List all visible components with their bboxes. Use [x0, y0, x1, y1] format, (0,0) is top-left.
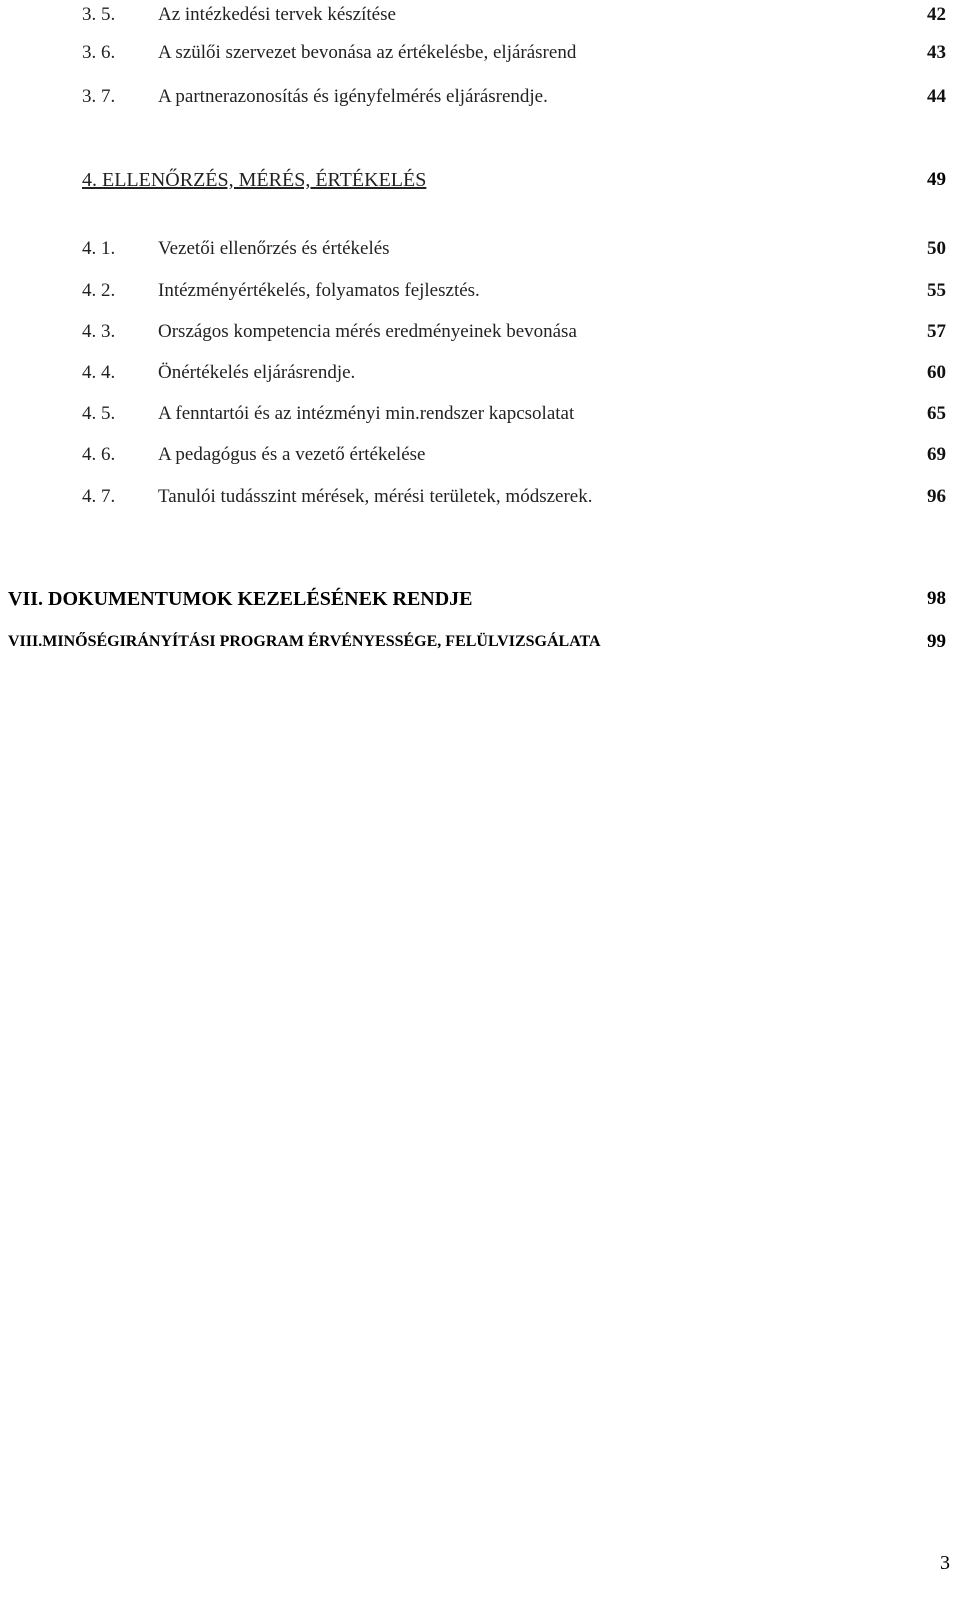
page-number: 3	[940, 1552, 950, 1574]
toc-entry-page: 44	[927, 86, 946, 107]
toc-entry-number: 4. 7.	[82, 486, 116, 507]
toc-entry-title: Az intézkedési tervek készítése	[158, 4, 396, 25]
toc-entry-title: A szülői szervezet bevonása az értékelésbe, eljárásrend	[158, 42, 577, 63]
toc-entry-4-5[interactable]	[0, 399, 960, 429]
toc-entry-page: 96	[927, 486, 946, 507]
toc-chapter-title: VIII.MINŐSÉGIRÁNYÍTÁSI PROGRAM ÉRVÉNYESSÉGE, FELÜLVIZSGÁLATA	[8, 633, 601, 650]
toc-entry-page: 55	[927, 280, 946, 301]
toc-entry-title: Intézményértékelés, folyamatos fejlesztés.	[158, 280, 480, 301]
toc-entry-number: 3. 6.	[82, 42, 116, 63]
toc-entry-title: Önértékelés eljárásrendje.	[158, 362, 356, 383]
toc-entry-page: 42	[927, 4, 946, 25]
toc-section-page: 49	[927, 169, 946, 190]
toc-entry-page: 69	[927, 444, 946, 465]
toc-entry-page: 60	[927, 362, 946, 383]
toc-entry-page: 43	[927, 42, 946, 63]
toc-chapter-7[interactable]	[0, 584, 960, 614]
toc-entry-4-3[interactable]	[0, 317, 960, 347]
toc-entry-4-6[interactable]	[0, 440, 960, 470]
toc-chapter-page: 98	[927, 588, 946, 609]
toc-entry-title: A pedagógus és a vezető értékelése	[158, 444, 426, 465]
toc-entry-3-6[interactable]	[0, 38, 960, 68]
toc-entry-4-1[interactable]	[0, 234, 960, 264]
toc-entry-page: 57	[927, 321, 946, 342]
toc-entry-title: A partnerazonosítás és igényfelmérés eljárásrendje.	[158, 86, 548, 107]
toc-entry-3-5[interactable]	[0, 0, 960, 30]
toc-entry-3-7[interactable]	[0, 82, 960, 112]
toc-section-title[interactable]: 4. ELLENŐRZÉS, MÉRÉS, ÉRTÉKELÉS	[82, 169, 427, 191]
toc-entry-4-4[interactable]	[0, 358, 960, 388]
toc-chapter-title: VII. DOKUMENTUMOK KEZELÉSÉNEK RENDJE	[8, 588, 473, 610]
toc-entry-page: 50	[927, 238, 946, 259]
toc-entry-4-7[interactable]	[0, 482, 960, 512]
toc-entry-number: 4. 6.	[82, 444, 116, 465]
toc-section-4[interactable]	[0, 165, 960, 195]
toc-entry-title: A fenntartói és az intézményi min.rendszer kapcsolatat	[158, 403, 575, 424]
toc-chapter-page: 99	[927, 631, 946, 652]
toc-entry-title: Országos kompetencia mérés eredményeinek bevonása	[158, 321, 577, 342]
toc-entry-page: 65	[927, 403, 946, 424]
toc-entry-number: 4. 5.	[82, 403, 116, 424]
toc-chapter-8[interactable]	[0, 627, 960, 657]
toc-entry-title: Tanulói tudásszint mérések, mérési területek, módszerek.	[158, 486, 593, 507]
toc-entry-number: 4. 4.	[82, 362, 116, 383]
toc-entry-4-2[interactable]	[0, 276, 960, 306]
toc-entry-number: 4. 2.	[82, 280, 116, 301]
toc-entry-number: 4. 1.	[82, 238, 116, 259]
toc-entry-number: 3. 5.	[82, 4, 116, 25]
toc-entry-number: 4. 3.	[82, 321, 116, 342]
toc-entry-number: 3. 7.	[82, 86, 116, 107]
toc-entry-title: Vezetői ellenőrzés és értékelés	[158, 238, 390, 259]
